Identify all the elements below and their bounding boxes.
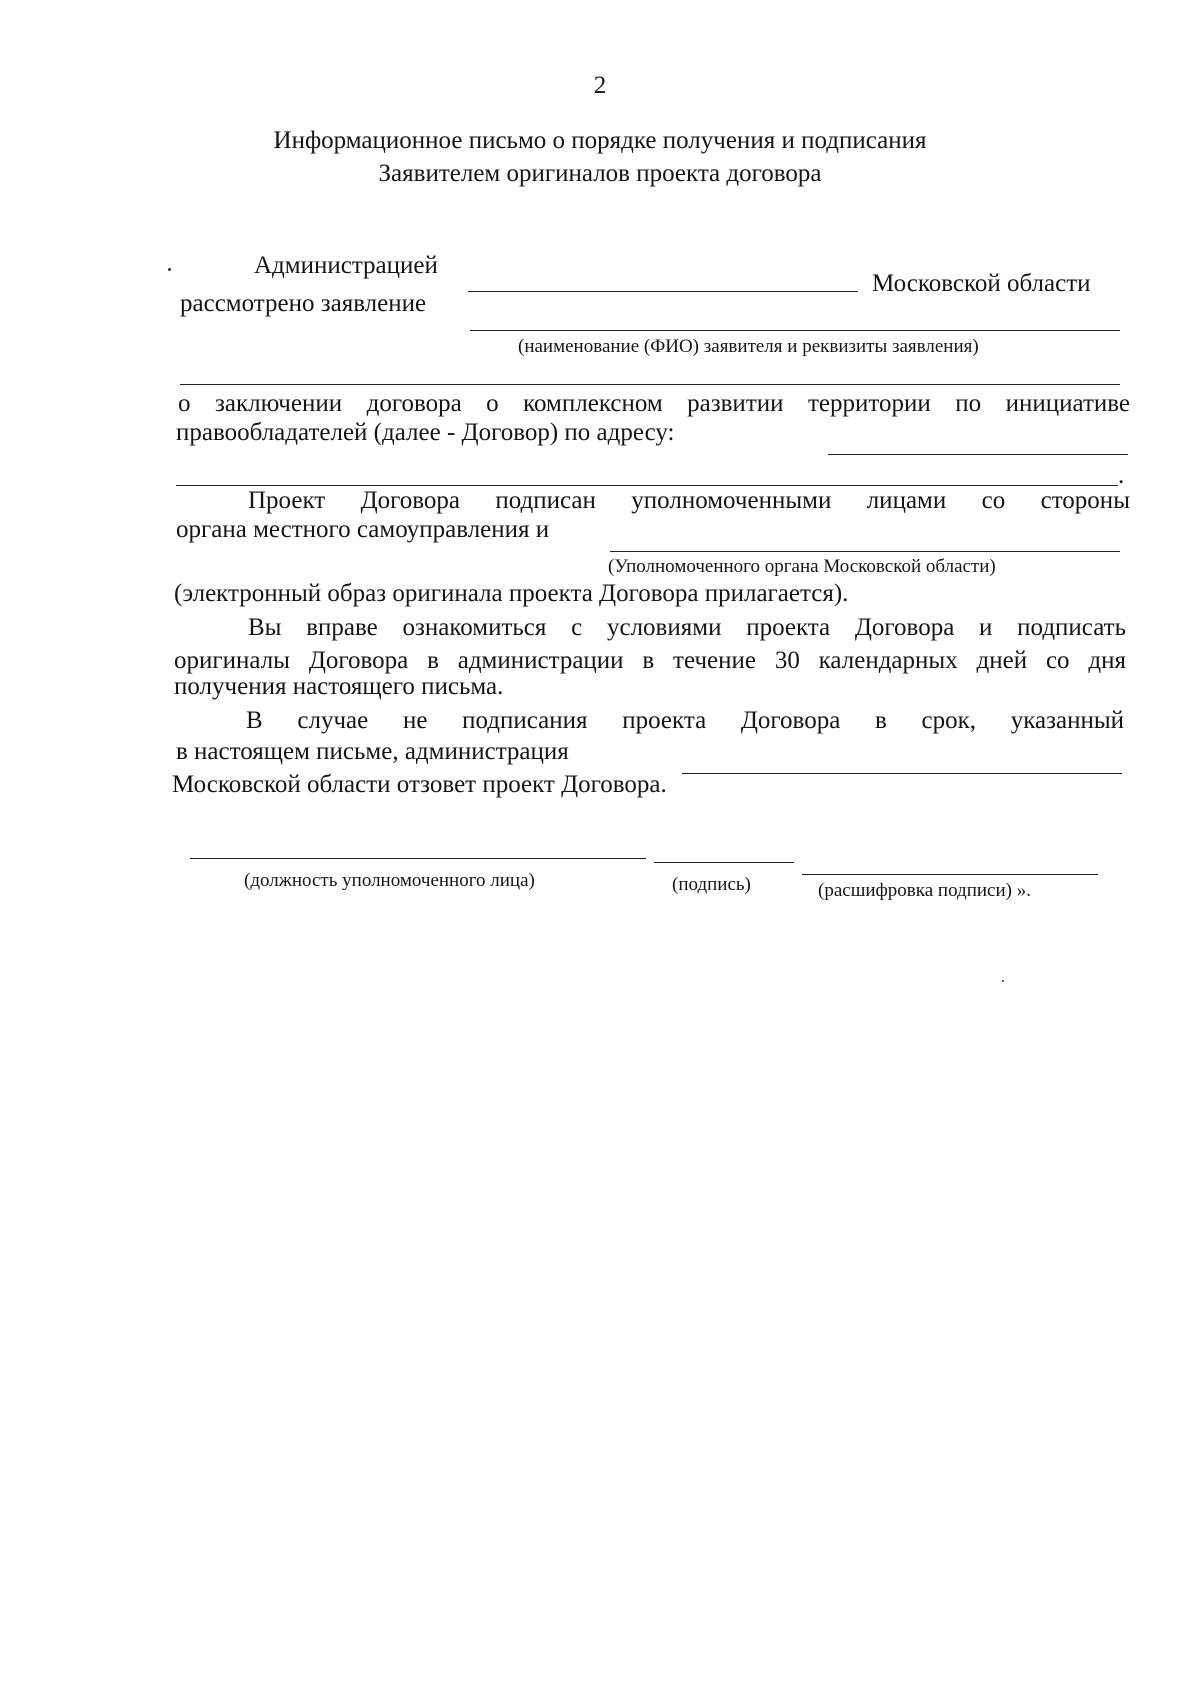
para2-line-2: органа местного самоуправления и — [176, 516, 550, 543]
signature-decode-caption: (расшифровка подписи) ». — [818, 880, 1031, 901]
para4-line-3: Московской области отзовет проект Договора. — [172, 771, 667, 798]
authorized-body-blank — [610, 551, 1120, 552]
scan-speck — [168, 268, 171, 271]
region-text: Московской области — [872, 270, 1091, 297]
page-number: 2 — [593, 72, 607, 99]
applicant-blank-continued — [180, 384, 1120, 385]
address-blank — [828, 454, 1128, 455]
para4-line-1: В случае не подписания проекта Договора в срок, указанный — [246, 707, 1124, 734]
signature-decode-blank — [802, 874, 1098, 875]
position-blank — [190, 858, 646, 859]
para2-line-3: (электронный образ оригинала проекта Договора прилагается). — [174, 580, 849, 607]
position-caption: (должность уполномоченного лица) — [244, 870, 535, 891]
applicant-caption: (наименование (ФИО) заявителя и реквизиты заявления) — [518, 336, 979, 357]
para3-line-3: получения настоящего письма. — [174, 673, 504, 700]
para1-line-4: правообладателей (далее - Договор) по адресу: — [176, 419, 675, 446]
administration-blank-2 — [682, 773, 1122, 774]
letter-title-line-1: Информационное письмо о порядке получения и подписания — [273, 127, 927, 154]
authorized-body-caption: (Уполномоченного органа Московской области) — [608, 556, 996, 577]
para1-line-3: о заключении договора о комплексном развитии территории по инициативе — [178, 390, 1130, 417]
address-blank-continued — [176, 485, 1118, 486]
para2-line-1: Проект Договора подписан уполномоченными лицами со стороны — [248, 487, 1130, 514]
reviewed-text: рассмотрено заявление — [180, 290, 427, 317]
applicant-blank — [470, 330, 1120, 331]
signature-blank — [654, 862, 794, 863]
para3-line-2: оригиналы Договора в администрации в течение 30 календарных дней со дня — [174, 647, 1126, 674]
scan-speck — [1002, 980, 1004, 982]
para3-line-1: Вы вправе ознакомиться с условиями проекта Договора и подписать — [248, 614, 1126, 641]
para4-line-2: в настоящем письме, администрация — [176, 738, 569, 765]
administration-word: Администрацией — [254, 252, 438, 279]
administration-name-blank — [468, 291, 858, 292]
address-period: . — [1118, 462, 1125, 489]
signature-caption: (подпись) — [672, 874, 751, 895]
letter-title-line-2: Заявителем оригиналов проекта договора — [378, 160, 822, 187]
